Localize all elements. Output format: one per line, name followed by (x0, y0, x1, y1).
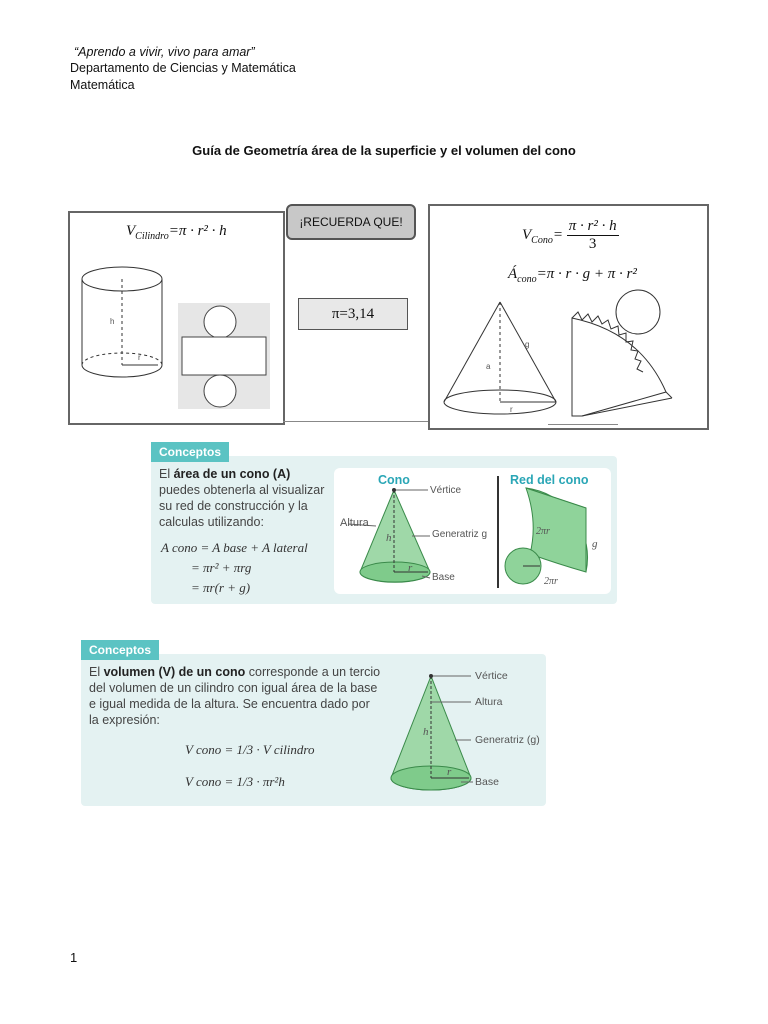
concept-volume-panel (81, 643, 546, 806)
label-h: h (386, 532, 392, 544)
reminder-badge: ¡RECUERDA QUE! (286, 204, 416, 240)
volume-equation-1: V cono = 1/3 · V cilindro (185, 742, 315, 757)
concept-tag: Conceptos (81, 640, 159, 660)
cone-volume-formula: $V_{Cono}=$ $\frac{\text{π · r² · h}}{3}$ (522, 218, 617, 252)
cylinder-box (68, 211, 285, 425)
label-r: r (447, 766, 452, 778)
department: Departamento de Ciencias y Matemática (70, 61, 296, 75)
page-number: 1 (70, 950, 78, 965)
concept-tag: Conceptos (151, 442, 229, 462)
label-altura: Altura (340, 517, 369, 529)
label-base: Base (432, 572, 455, 583)
concept-area-text: El área de un cono (A) puedes obtenerla al visualizar su red de construcción y la calculas utilizando: (159, 467, 325, 529)
motto: “Aprendo a vivir, vivo para amar” (74, 45, 255, 59)
cone-box (428, 204, 709, 430)
net-title: Red del cono (510, 473, 589, 487)
cone-illustration (436, 288, 702, 424)
area-equation-1: A cono = A base + A lateral (161, 540, 308, 555)
cone-area-formula: $Á_{cono}=\pi \cdot r \cdot g + \pi \cdot r^2$ (508, 266, 637, 285)
divider-line (283, 421, 429, 422)
label-generatriz: Generatriz g (432, 529, 488, 540)
label-base: Base (475, 776, 499, 788)
area-equation-2: = πr² + πrg (191, 560, 252, 575)
label-g: g (592, 538, 598, 550)
cylinder-h-label: h (110, 317, 115, 326)
label-h: h (423, 726, 429, 738)
label-vertice: Vértice (475, 670, 508, 682)
cone-volume-illustration (381, 662, 541, 800)
cylinder-volume-formula: $V_{Cilindro}=\pi \cdot r^2 \cdot h$ (126, 223, 227, 242)
concept-area-panel (151, 445, 617, 604)
volume-equation-2: V cono = 1/3 · πr²h (185, 774, 285, 789)
label-2pir-top: 2πr (536, 526, 550, 537)
label-r: r (408, 562, 413, 574)
pi-value: π=3,14 (298, 298, 408, 330)
cylinder-illustration (78, 261, 278, 411)
label-vertice: Vértice (430, 485, 462, 496)
cylinder-r-label: r (138, 353, 141, 362)
cone-g-label: g (525, 340, 530, 349)
cone-a-label: a (486, 362, 491, 371)
cone-underline (548, 424, 618, 425)
label-generatriz: Generatriz (g) (475, 734, 540, 746)
cone-r-label: r (510, 405, 513, 414)
subject: Matemática (70, 78, 135, 92)
page-title: Guía de Geometría área de la superficie y el volumen del cono (192, 143, 576, 158)
area-equation-3: = πr(r + g) (191, 580, 251, 595)
label-2pir-bottom: 2πr (544, 576, 558, 587)
cone-title: Cono (378, 473, 410, 487)
concept-area-figure (334, 468, 611, 594)
label-altura: Altura (475, 696, 503, 708)
concept-volume-text: El volumen (V) de un cono corresponde a un tercio del volumen de un cilindro con igual área de la base e igual medida de la altura. Se encuentra dado por la expresión: (89, 665, 381, 727)
